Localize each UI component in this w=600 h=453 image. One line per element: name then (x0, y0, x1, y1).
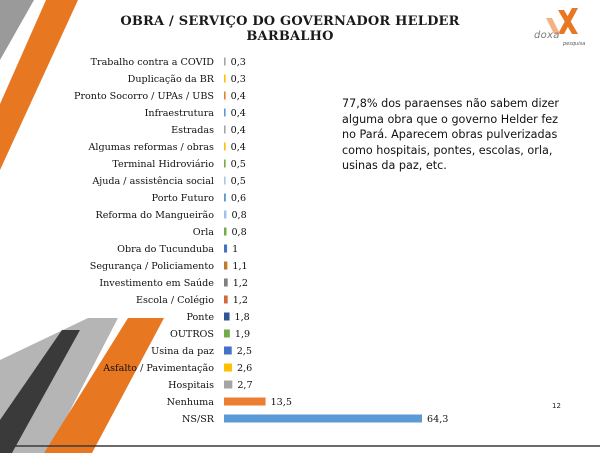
value-label: 0,8 (231, 227, 247, 238)
category-label: Asfalto / Pavimentação (103, 363, 214, 374)
bar (224, 160, 226, 168)
category-label: Orla (192, 227, 214, 238)
bar (224, 143, 226, 151)
category-label: Hospitais (168, 380, 214, 391)
value-label: 2,7 (237, 380, 253, 391)
page-number: 12 (552, 402, 561, 410)
bar (224, 92, 226, 100)
bar (224, 415, 422, 423)
category-label: Investimento em Saúde (99, 278, 214, 289)
category-label: Terminal Hidroviário (112, 159, 214, 170)
value-label: 0,4 (230, 125, 246, 136)
bar (224, 245, 227, 253)
category-label: Trabalho contra a COVID (90, 57, 214, 68)
value-label: 1,8 (234, 312, 250, 323)
bar (224, 228, 226, 236)
bar (224, 211, 226, 219)
value-label: 1 (232, 244, 239, 255)
bar (224, 313, 230, 321)
category-label: Ponte (186, 312, 214, 323)
bar (224, 58, 226, 66)
value-label: 0,4 (230, 108, 246, 119)
category-label: Ajuda / assistência social (92, 176, 214, 187)
value-label: 0,8 (231, 210, 247, 221)
bar (224, 330, 230, 338)
value-label: 0,5 (230, 176, 246, 187)
category-label: Segurança / Policiamento (89, 261, 214, 272)
value-label: 1,2 (232, 295, 248, 306)
category-label: Reforma do Mangueirão (95, 210, 214, 221)
logo-subtitle: pesquisa (563, 41, 586, 47)
bar (224, 381, 232, 389)
value-label: 0,3 (230, 57, 246, 68)
category-label: Pronto Socorro / UPAs / UBS (73, 91, 214, 102)
value-label: 0,5 (230, 159, 246, 170)
bar (224, 177, 226, 185)
category-label: Obra do Tucunduba (117, 244, 214, 255)
bar (224, 347, 232, 355)
value-label: 2,5 (236, 346, 252, 357)
category-label: NS/SR (182, 414, 214, 425)
value-label: 64,3 (427, 414, 449, 425)
category-label: Porto Futuro (151, 193, 214, 204)
logo-wordmark: doxa (534, 30, 560, 41)
category-label: Usina da paz (151, 346, 214, 357)
category-label: Escola / Colégio (135, 295, 214, 306)
value-label: 13,5 (270, 397, 292, 408)
category-label: Duplicação da BR (127, 74, 214, 85)
value-label: 0,3 (230, 74, 246, 85)
bar (224, 398, 266, 406)
value-label: 2,6 (237, 363, 253, 374)
bar (224, 194, 226, 202)
bar (224, 262, 227, 270)
bar (224, 75, 226, 83)
category-label: Algumas reformas / obras (88, 142, 214, 153)
value-label: 0,4 (230, 91, 246, 102)
page-title: OBRA / SERVIÇO DO GOVERNADOR HELDER BARBALHO (120, 14, 460, 44)
value-label: 1,2 (232, 278, 248, 289)
value-label: 1,9 (234, 329, 251, 340)
value-label: 0,4 (230, 142, 246, 153)
annotation-text: 77,8% dos paraenses não sabem dizer alguma obra que o governo Helder fez no Pará. Aparecem obras pulverizadas como hospitais, pontes, escolas, orla, usinas da paz, etc. (342, 97, 559, 172)
bar (224, 126, 226, 134)
value-label: 0,6 (230, 193, 247, 204)
category-label: OUTROS (169, 329, 214, 340)
value-label: 1,1 (232, 261, 248, 272)
bar (224, 364, 232, 372)
bar (224, 279, 228, 287)
category-label: Estradas (171, 125, 214, 136)
category-label: Nenhuma (166, 397, 214, 408)
bar (224, 109, 226, 117)
category-label: Infraestrutura (144, 108, 214, 119)
bar (224, 296, 228, 304)
